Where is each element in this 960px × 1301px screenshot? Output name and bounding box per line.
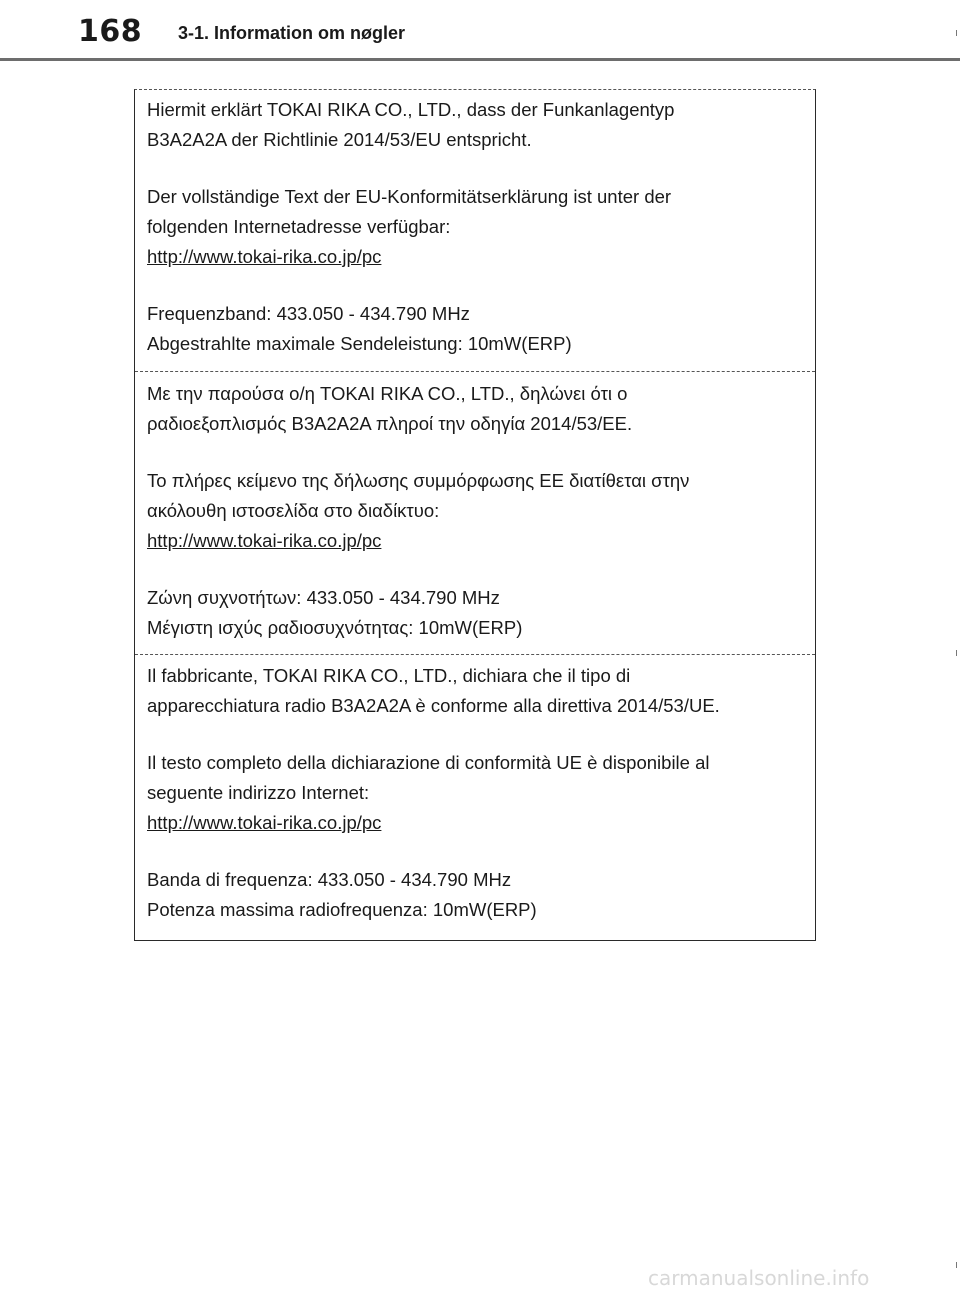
text-line: ακόλουθη ιστοσελίδα στο διαδίκτυο: <box>147 500 440 521</box>
block-divider <box>135 371 815 372</box>
conformity-statement <box>147 379 803 439</box>
header-rule <box>0 58 960 61</box>
text-line: Der vollständige Text der EU-Konformitätserklärung ist unter der <box>147 186 672 207</box>
text-line: Il fabbricante, TOKAI RIKA CO., LTD., dichiara che il tipo di <box>147 665 631 686</box>
frequency-info <box>147 583 803 643</box>
declaration-link[interactable]: http://www.tokai-rika.co.jp/pc <box>147 812 382 833</box>
declaration-link[interactable]: http://www.tokai-rika.co.jp/pc <box>147 530 382 551</box>
text-line: Μέγιστη ισχύς ραδιοσυχνότητας: 10mW(ERP) <box>147 617 523 638</box>
text-line: Ζώνη συχνοτήτων: 433.050 - 434.790 MHz <box>147 587 500 608</box>
page-number: 168 <box>78 14 143 49</box>
full-text-statement <box>147 182 803 272</box>
crop-mark <box>956 650 957 656</box>
text-line: Banda di frequenza: 433.050 - 434.790 MHz <box>147 869 512 890</box>
text-line: Frequenzband: 433.050 - 434.790 MHz <box>147 303 470 324</box>
crop-mark <box>956 1262 957 1268</box>
text-line: seguente indirizzo Internet: <box>147 782 370 803</box>
frequency-info <box>147 299 803 359</box>
text-line: ραδιοεξοπλισμός B3A2A2A πληροί την οδηγία 2014/53/ΕΕ. <box>147 413 633 434</box>
text-line: Il testo completo della dichiarazione di conformità UE è disponibile al <box>147 752 710 773</box>
declaration-greek <box>135 379 815 643</box>
block-divider <box>135 654 815 655</box>
watermark-text: carmanualsonline.info <box>648 1266 870 1290</box>
full-text-statement <box>147 466 803 556</box>
text-line: Με την παρούσα ο/η TOKAI RIKA CO., LTD., δηλώνει ότι ο <box>147 383 628 404</box>
crop-mark <box>956 30 957 36</box>
text-line: Το πλήρες κείμενο της δήλωσης συμμόρφωσης ΕΕ διατίθεται στην <box>147 470 690 491</box>
frequency-info <box>147 865 803 925</box>
text-line: B3A2A2A der Richtlinie 2014/53/EU entspricht. <box>147 129 532 150</box>
full-text-statement <box>147 748 803 838</box>
text-line: Potenza massima radiofrequenza: 10mW(ERP) <box>147 899 537 920</box>
text-line: apparecchiatura radio B3A2A2A è conforme alla direttiva 2014/53/UE. <box>147 695 720 716</box>
declaration-box <box>134 89 816 941</box>
text-line: Hiermit erklärt TOKAI RIKA CO., LTD., dass der Funkanlagentyp <box>147 99 675 120</box>
section-title: 3-1. Information om nøgler <box>178 23 406 43</box>
page-header <box>0 0 960 62</box>
text-line: folgenden Internetadresse verfügbar: <box>147 216 451 237</box>
declaration-italian <box>135 661 815 925</box>
conformity-statement <box>147 95 803 155</box>
conformity-statement <box>147 661 803 721</box>
declaration-german <box>135 95 815 359</box>
text-line: Abgestrahlte maximale Sendeleistung: 10mW(ERP) <box>147 333 572 354</box>
declaration-link[interactable]: http://www.tokai-rika.co.jp/pc <box>147 246 382 267</box>
